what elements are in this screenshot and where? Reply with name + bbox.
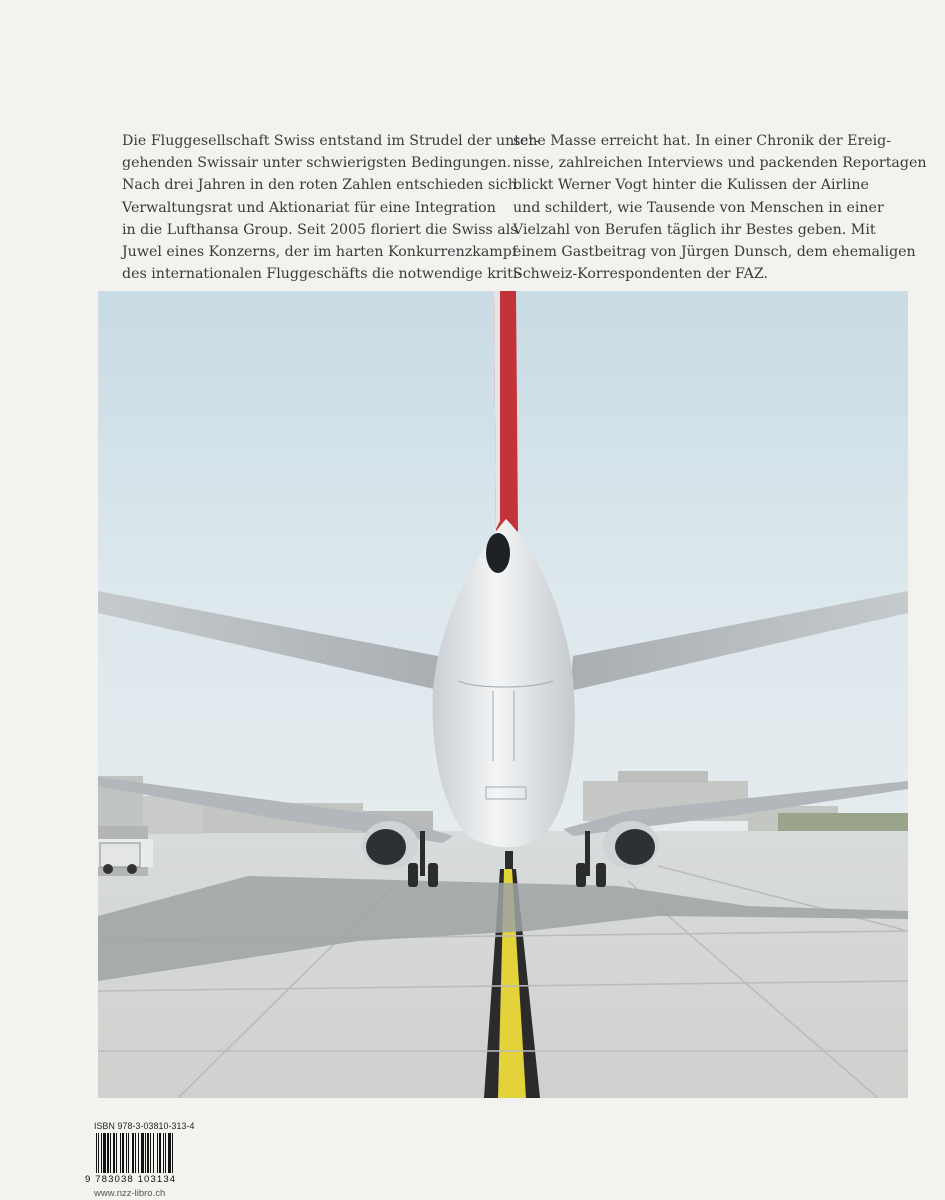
- blurb-line: in die Lufthansa Group. Seit 2005 floriert die Swiss als: [122, 221, 518, 238]
- nose-gear: [505, 851, 513, 869]
- isbn-label: ISBN 978-3-03810-313-4: [94, 1121, 195, 1131]
- blurb-line: und schildert, wie Tausende von Menschen in einer: [513, 199, 884, 216]
- right-engine: [603, 821, 659, 869]
- airplane-rear-photo: [98, 291, 908, 1098]
- blurb-line: Schweiz-Korrespondenten der FAZ.: [513, 266, 769, 283]
- blurb-line: blickt Werner Vogt hinter die Kulissen der Airline: [513, 177, 869, 194]
- left-engine: [362, 821, 418, 869]
- blurb-line: Verwaltungsrat und Aktionariat für eine Integration: [122, 199, 496, 216]
- blurb-line: Nach drei Jahren in den roten Zahlen entschieden sich: [122, 177, 517, 194]
- barcode-digits: 9 783038 103134: [85, 1174, 177, 1185]
- apu-exhaust: [486, 533, 510, 573]
- blurb-line: Juwel eines Konzerns, der im harten Konkurrenzkampf: [122, 244, 518, 261]
- blurb-line: des internationalen Fluggeschäfts die notwendige kriti-: [122, 266, 523, 283]
- blurb-right-column: [513, 130, 927, 285]
- blurb-line: Vielzahl von Berufen täglich ihr Bestes geben. Mit: [513, 221, 876, 238]
- blurb-line: Die Fluggesellschaft Swiss entstand im Strudel der unter-: [122, 133, 540, 149]
- blurb-line: gehenden Swissair unter schwierigsten Bedingungen.: [122, 155, 512, 172]
- blurb-line: sche Masse erreicht hat. In einer Chronik der Ereig-: [513, 133, 892, 149]
- blurb-line: nisse, zahlreichen Interviews und packenden Reportagen: [513, 155, 927, 172]
- blurb-line: einem Gastbeitrag von Jürgen Dunsch, dem ehemaligen: [513, 244, 916, 261]
- barcode: [95, 1133, 207, 1176]
- publisher-url: www.nzz-libro.ch: [94, 1188, 166, 1199]
- blurb-left-column: [122, 130, 540, 285]
